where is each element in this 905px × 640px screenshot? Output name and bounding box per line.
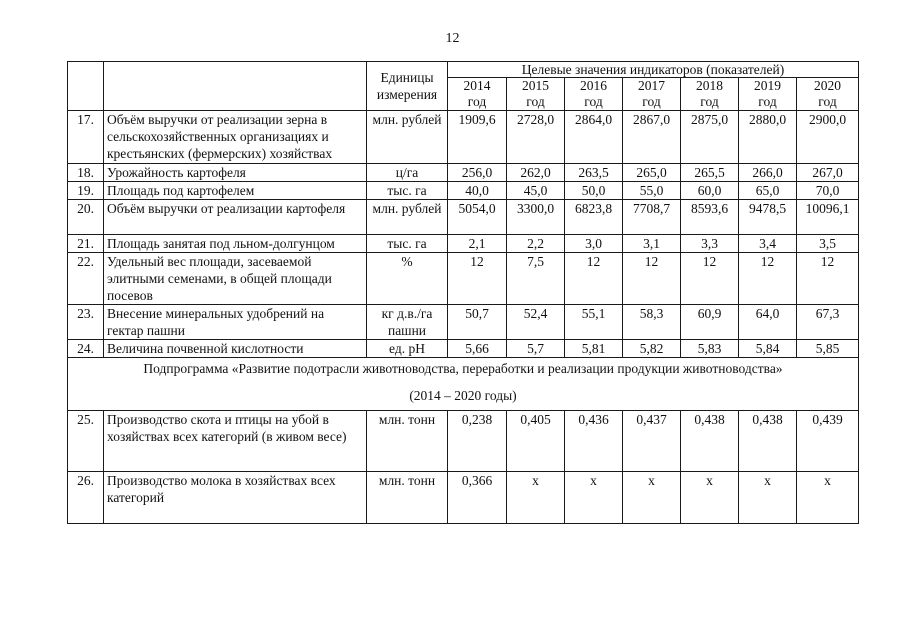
table-row — [68, 235, 859, 253]
indicator-table — [67, 61, 859, 524]
row-value: 70,0 — [797, 182, 859, 200]
table-row — [68, 111, 859, 164]
row-unit: ед. pH — [367, 340, 448, 358]
header-row-1 — [68, 62, 859, 78]
header-year: 2019 — [754, 78, 781, 93]
row-indicator-name: Производство молока в хозяйствах всех категорий — [104, 472, 367, 524]
table-row — [68, 411, 859, 472]
row-unit: тыс. га — [367, 182, 448, 200]
row-indicator-name: Величина почвенной кислотности — [104, 340, 367, 358]
row-unit: млн. тонн — [367, 472, 448, 524]
header-name-cell — [104, 62, 367, 111]
header-year-cell — [507, 78, 565, 111]
row-value: 266,0 — [739, 164, 797, 182]
subprogram-row — [68, 358, 859, 411]
row-value: 5,85 — [797, 340, 859, 358]
table-body — [68, 62, 859, 524]
row-indicator-name: Урожайность картофеля — [104, 164, 367, 182]
row-value: 2880,0 — [739, 111, 797, 164]
header-year: 2018 — [696, 78, 723, 93]
row-value: 263,5 — [565, 164, 623, 182]
header-year-cell — [565, 78, 623, 111]
table-row — [68, 472, 859, 524]
row-number: 19. — [68, 182, 104, 200]
row-unit: кг д.в./га пашни — [367, 305, 448, 340]
row-value: 7708,7 — [623, 200, 681, 235]
row-number: 20. — [68, 200, 104, 235]
header-year-suffix: год — [467, 94, 487, 109]
row-value: 55,0 — [623, 182, 681, 200]
row-value: 0,438 — [739, 411, 797, 472]
row-value: x — [623, 472, 681, 524]
row-value: 5,81 — [565, 340, 623, 358]
table-row — [68, 164, 859, 182]
row-value: 67,3 — [797, 305, 859, 340]
header-target-values: Целевые значения индикаторов (показателей) — [448, 62, 859, 78]
table-row — [68, 182, 859, 200]
header-year-suffix: год — [642, 94, 661, 109]
header-year-cell — [797, 78, 859, 111]
row-value: 60,9 — [681, 305, 739, 340]
row-value: 60,0 — [681, 182, 739, 200]
row-value: 3300,0 — [507, 200, 565, 235]
row-value: 256,0 — [448, 164, 507, 182]
row-value: 262,0 — [507, 164, 565, 182]
row-value: 12 — [565, 253, 623, 305]
row-number: 23. — [68, 305, 104, 340]
row-value: 0,436 — [565, 411, 623, 472]
row-value: 267,0 — [797, 164, 859, 182]
header-year: 2016 — [580, 78, 607, 93]
header-units-cell: Единицы измерения — [367, 62, 448, 111]
row-indicator-name: Объём выручки от реализации картофеля — [104, 200, 367, 235]
row-value: 12 — [739, 253, 797, 305]
row-indicator-name: Площадь занятая под льном-долгунцом — [104, 235, 367, 253]
row-value: 6823,8 — [565, 200, 623, 235]
row-value: 9478,5 — [739, 200, 797, 235]
row-value: 55,1 — [565, 305, 623, 340]
table-row — [68, 340, 859, 358]
row-value: 64,0 — [739, 305, 797, 340]
row-indicator-name: Площадь под картофелем — [104, 182, 367, 200]
row-value: x — [681, 472, 739, 524]
header-year-suffix: год — [818, 94, 837, 109]
row-value: 0,439 — [797, 411, 859, 472]
row-value: 3,3 — [681, 235, 739, 253]
row-value: 0,437 — [623, 411, 681, 472]
header-year-suffix: год — [526, 94, 545, 109]
row-value: x — [739, 472, 797, 524]
row-value: x — [797, 472, 859, 524]
header-year: 2020 — [814, 78, 841, 93]
header-year-cell — [448, 78, 507, 111]
row-value: 2728,0 — [507, 111, 565, 164]
row-value: 5,66 — [448, 340, 507, 358]
row-value: 2900,0 — [797, 111, 859, 164]
header-year: 2015 — [522, 78, 549, 93]
row-unit: тыс. га — [367, 235, 448, 253]
row-value: 2,2 — [507, 235, 565, 253]
row-unit: % — [367, 253, 448, 305]
row-number: 22. — [68, 253, 104, 305]
row-value: 8593,6 — [681, 200, 739, 235]
row-value: 2,1 — [448, 235, 507, 253]
row-value: 50,0 — [565, 182, 623, 200]
row-number: 21. — [68, 235, 104, 253]
row-value: 0,438 — [681, 411, 739, 472]
row-value: x — [507, 472, 565, 524]
row-value: 12 — [681, 253, 739, 305]
subprogram-title: Подпрограмма «Развитие подотрасли животноводства, переработки и реализации продукции животноводства» — [143, 361, 783, 376]
row-value: 3,4 — [739, 235, 797, 253]
row-value: 0,405 — [507, 411, 565, 472]
header-num-cell — [68, 62, 104, 111]
row-number: 24. — [68, 340, 104, 358]
header-year-suffix: год — [758, 94, 777, 109]
row-value: 5,82 — [623, 340, 681, 358]
row-value: 50,7 — [448, 305, 507, 340]
row-value: 12 — [623, 253, 681, 305]
table-row — [68, 305, 859, 340]
row-value: 7,5 — [507, 253, 565, 305]
header-year-suffix: год — [584, 94, 603, 109]
row-value: 5,84 — [739, 340, 797, 358]
header-year: 2017 — [638, 78, 665, 93]
row-value: 65,0 — [739, 182, 797, 200]
row-value: 5,7 — [507, 340, 565, 358]
row-indicator-name: Удельный вес площади, засеваемой элитными семенами, в общей площади посевов — [104, 253, 367, 305]
header-year-suffix: год — [700, 94, 719, 109]
row-indicator-name: Производство скота и птицы на убой в хозяйствах всех категорий (в живом весе) — [104, 411, 367, 472]
header-year-cell — [739, 78, 797, 111]
row-value: 3,0 — [565, 235, 623, 253]
row-value: 0,238 — [448, 411, 507, 472]
row-number: 18. — [68, 164, 104, 182]
row-value: 1909,6 — [448, 111, 507, 164]
row-unit: млн. рублей — [367, 111, 448, 164]
row-value: 0,366 — [448, 472, 507, 524]
row-value: 5054,0 — [448, 200, 507, 235]
row-number: 25. — [68, 411, 104, 472]
header-year-cell — [623, 78, 681, 111]
row-number: 17. — [68, 111, 104, 164]
page-number: 12 — [445, 31, 460, 46]
row-value: x — [565, 472, 623, 524]
row-unit: млн. рублей — [367, 200, 448, 235]
row-value: 45,0 — [507, 182, 565, 200]
header-year-cell — [681, 78, 739, 111]
row-value: 2875,0 — [681, 111, 739, 164]
row-indicator-name: Объём выручки от реализации зерна в сельскохозяйственных организациях и крестьянских (фермерских) хозяйствах — [104, 111, 367, 164]
row-value: 40,0 — [448, 182, 507, 200]
row-value: 2867,0 — [623, 111, 681, 164]
table-row — [68, 253, 859, 305]
header-year: 2014 — [463, 78, 491, 93]
row-value: 5,83 — [681, 340, 739, 358]
row-value: 265,5 — [681, 164, 739, 182]
table-row — [68, 200, 859, 235]
row-value: 265,0 — [623, 164, 681, 182]
row-value: 3,1 — [623, 235, 681, 253]
row-value: 58,3 — [623, 305, 681, 340]
row-value: 3,5 — [797, 235, 859, 253]
row-value: 12 — [797, 253, 859, 305]
row-value: 12 — [448, 253, 507, 305]
subprogram-period: (2014 – 2020 годы) — [409, 388, 517, 403]
row-unit: ц/га — [367, 164, 448, 182]
row-value: 10096,1 — [797, 200, 859, 235]
row-number: 26. — [68, 472, 104, 524]
row-unit: млн. тонн — [367, 411, 448, 472]
subprogram-cell — [68, 358, 859, 411]
row-value: 52,4 — [507, 305, 565, 340]
row-value: 2864,0 — [565, 111, 623, 164]
row-indicator-name: Внесение минеральных удобрений на гектар пашни — [104, 305, 367, 340]
